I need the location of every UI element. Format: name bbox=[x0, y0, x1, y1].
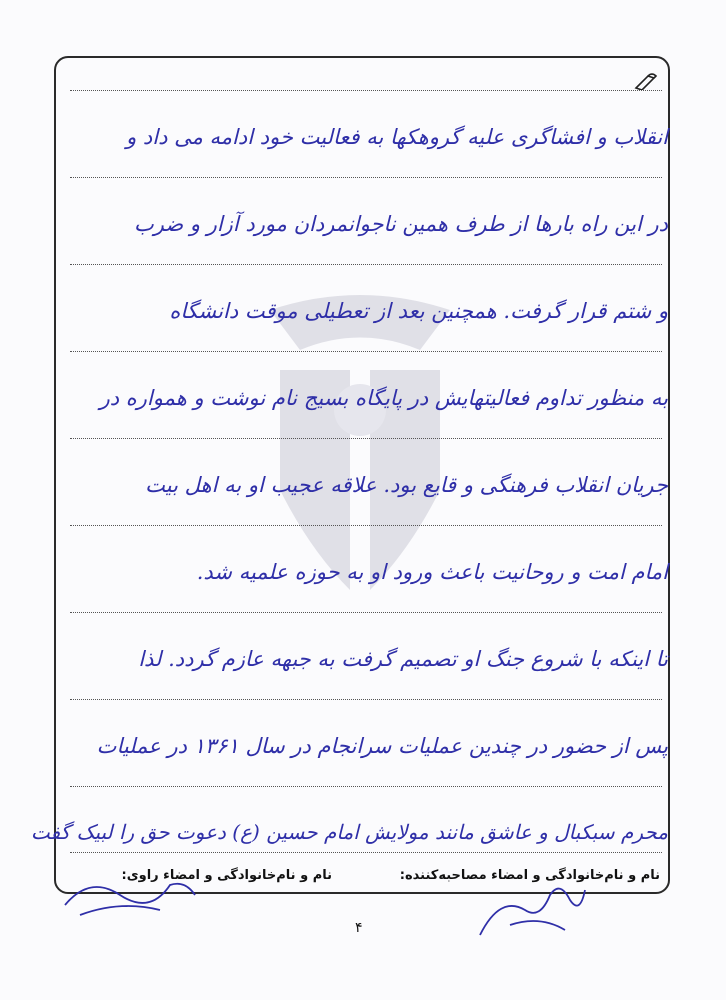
handwritten-line: محرم سبکبال و عاشق مانند مولایش امام حسین (ع) دعوت حق را لبیک گفت bbox=[30, 820, 668, 844]
writing-rule bbox=[70, 177, 662, 178]
writing-rule bbox=[70, 612, 662, 613]
writing-rule bbox=[70, 852, 662, 853]
interviewer-signature-label: نام و نام‌خانوادگی و امضاء مصاحبه‌کننده: bbox=[399, 868, 660, 883]
handwritten-line: و شتم قرار گرفت. همچنین بعد از تعطیلی موقت دانشگاه bbox=[169, 299, 668, 323]
writing-rule bbox=[70, 699, 662, 700]
narrator-signature-label: نام و نام‌خانوادگی و امضاء راوی: bbox=[121, 868, 332, 883]
writing-rule bbox=[70, 438, 662, 439]
handwritten-line: در این راه بارها از طرف همین ناجوانمردان مورد آزار و ضرب bbox=[134, 212, 668, 236]
narrator-signature bbox=[60, 865, 200, 925]
page-number: ۴ bbox=[355, 920, 363, 936]
handwritten-line: انقلاب و افشاگری علیه گروهکها به فعالیت خود ادامه می داد و bbox=[126, 125, 668, 149]
writing-rule bbox=[70, 90, 662, 91]
writing-rule bbox=[70, 786, 662, 787]
handwritten-line: تا اینکه با شروع جنگ او تصمیم گرفت به جبهه عازم گردد. لذا bbox=[138, 647, 668, 671]
pen-icon bbox=[634, 72, 658, 90]
handwritten-line: امام امت و روحانیت باعث ورود او به حوزه علمیه شد. bbox=[196, 560, 668, 584]
writing-rule bbox=[70, 525, 662, 526]
writing-rule bbox=[70, 351, 662, 352]
handwritten-line: پس از حضور در چندین عملیات سرانجام در سال ۱۳۶۱ در عملیات bbox=[96, 734, 668, 758]
foundation-emblem-watermark bbox=[250, 290, 470, 650]
interviewer-signature bbox=[470, 875, 590, 945]
handwritten-line: جریان انقلاب فرهنگی و قایع بود. علاقه عجیب او به اهل بیت bbox=[145, 473, 668, 497]
handwritten-line: به منظور تداوم فعالیتهایش در پایگاه بسیج نام نوشت و همواره در bbox=[99, 386, 668, 410]
writing-rule bbox=[70, 264, 662, 265]
